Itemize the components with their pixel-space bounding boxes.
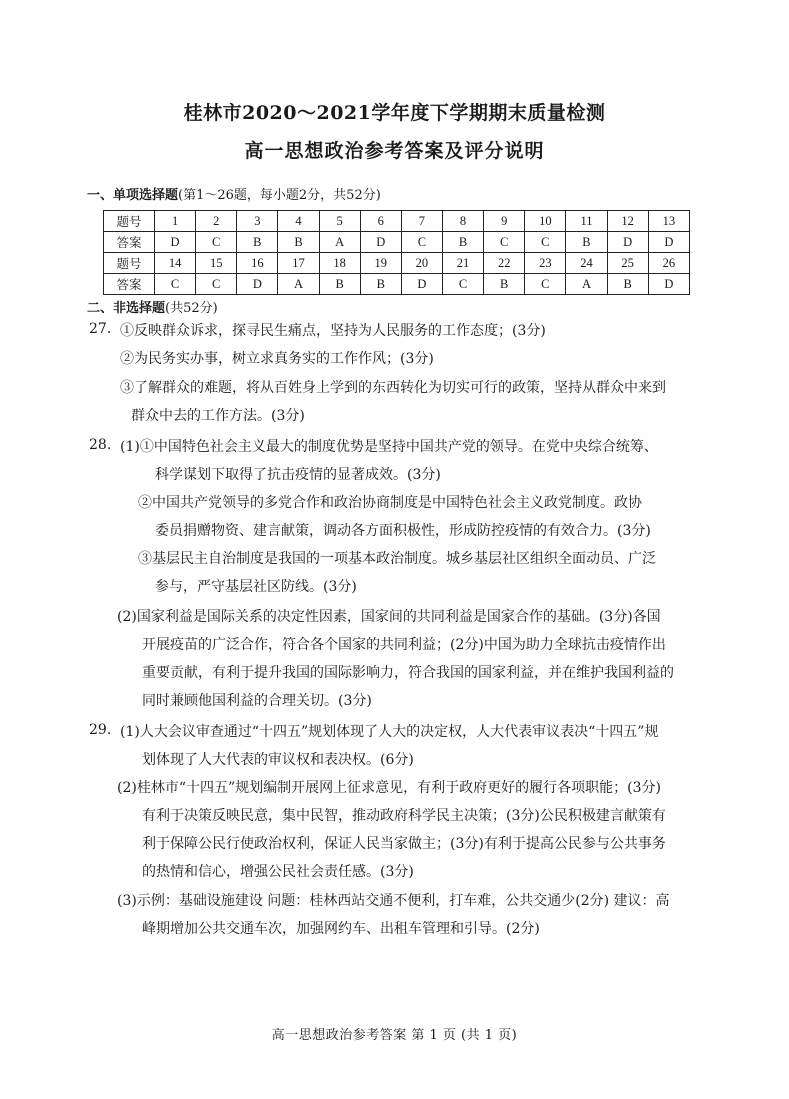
table-row-answers xyxy=(104,232,690,253)
question-number-cell: 17 xyxy=(278,253,319,274)
q29-line: (2)桂林市“十四五”规划编制开展网上征求意见，有利于政府更好的履行各项职能；(3分) xyxy=(117,780,661,796)
answer-cell: B xyxy=(442,232,483,253)
answer-cell: D xyxy=(648,232,689,253)
question-number-cell: 5 xyxy=(319,211,360,232)
q28-number: 28. xyxy=(89,437,112,453)
q28-line: (1)①中国特色社会主义最大的制度优势是坚持中国共产党的领导。在党中央综合统筹、 xyxy=(120,439,658,455)
q29-line: (3)示例：基础设施建设 问题：桂林西站交通不便利，打车难，公共交通少(2分) 建议：高 xyxy=(117,893,670,909)
question-number-cell: 8 xyxy=(442,211,483,232)
question-number-cell: 4 xyxy=(278,211,319,232)
answer-cell: A xyxy=(278,274,319,295)
question-number-cell: 21 xyxy=(442,253,483,274)
answer-cell: D xyxy=(648,274,689,295)
answer-cell: C xyxy=(196,274,237,295)
question-number-cell: 6 xyxy=(360,211,401,232)
q29-line: (1)人大会议审查通过“十四五”规划体现了人大的决定权，人大代表审议表决“十四五”规 xyxy=(120,724,659,740)
q28-line: 开展疫苗的广泛合作，符合各个国家的共同利益；(2分)中国为助力全球抗击疫情作出 xyxy=(142,637,666,653)
section2-heading xyxy=(87,297,218,316)
answer-cell: B xyxy=(607,274,648,295)
question-number-cell: 18 xyxy=(319,253,360,274)
answer-cell: C xyxy=(155,274,196,295)
page-title: 桂林市2020～2021学年度下学期期末质量检测 xyxy=(183,102,606,124)
q27-number: 27. xyxy=(89,321,112,337)
question-number-cell: 20 xyxy=(401,253,442,274)
q28-line: (2)国家利益是国际关系的决定性因素，国家间的共同利益是国家合作的基础。(3分)各国 xyxy=(117,609,661,625)
question-number-cell: 9 xyxy=(484,211,525,232)
answer-cell: C xyxy=(401,232,442,253)
q27-item-2: ②为民务实办事，树立求真务实的工作作风；(3分) xyxy=(120,351,434,367)
q29-line: 划体现了人大代表的审议权和表决权。(6分) xyxy=(142,752,414,768)
question-number-cell: 25 xyxy=(607,253,648,274)
answer-cell: B xyxy=(360,274,401,295)
table-row-label: 题号 xyxy=(104,211,155,232)
answer-cell: A xyxy=(319,232,360,253)
answer-cell: C xyxy=(525,232,566,253)
question-number-cell: 13 xyxy=(648,211,689,232)
question-number-cell: 1 xyxy=(155,211,196,232)
answer-cell: C xyxy=(196,232,237,253)
q28-line: 参与，严守基层社区防线。(3分) xyxy=(155,579,357,595)
table-row-label: 题号 xyxy=(104,253,155,274)
answer-cell: C xyxy=(484,232,525,253)
question-number-cell: 22 xyxy=(484,253,525,274)
answer-cell: B xyxy=(319,274,360,295)
q28-line: 科学谋划下取得了抗击疫情的显著成效。(3分) xyxy=(155,467,441,483)
q27-item-3: ③了解群众的难题，将从百姓身上学到的东西转化为切实可行的政策，坚持从群众中来到 xyxy=(120,380,666,396)
question-number-cell: 24 xyxy=(566,253,607,274)
answer-cell: B xyxy=(278,232,319,253)
question-number-cell: 2 xyxy=(196,211,237,232)
question-number-cell: 12 xyxy=(607,211,648,232)
answer-cell: B xyxy=(566,232,607,253)
question-number-cell: 3 xyxy=(237,211,278,232)
answer-cell: B xyxy=(237,232,278,253)
q28-line: ③基层民主自治制度是我国的一项基本政治制度。城乡基层社区组织全面动员、广泛 xyxy=(138,551,656,567)
q27-item-3-cont: 群众中去的工作方法。(3分) xyxy=(131,408,305,424)
question-number-cell: 26 xyxy=(648,253,689,274)
table-row-question-numbers xyxy=(104,211,690,232)
page-subtitle: 高一思想政治参考答案及评分说明 xyxy=(244,140,545,162)
q29-line: 有利于决策反映民意，集中民智，推动政府科学民主决策；(3分)公民积极建言献策有 xyxy=(142,808,666,824)
table-row-label: 答案 xyxy=(104,274,155,295)
q29-line: 利于保障公民行使政治权利，保证人民当家做主；(3分)有利于提高公民参与公共事务 xyxy=(142,836,666,852)
answer-cell: D xyxy=(360,232,401,253)
question-number-cell: 19 xyxy=(360,253,401,274)
section1-heading xyxy=(87,184,381,203)
q28-line: 同时兼顾他国利益的合理关切。(3分) xyxy=(142,693,372,709)
question-number-cell: 11 xyxy=(566,211,607,232)
table-row-answers xyxy=(104,274,690,295)
section2-title: 二、非选择题 xyxy=(87,301,166,316)
answer-cell: C xyxy=(442,274,483,295)
question-number-cell: 7 xyxy=(401,211,442,232)
question-number-cell: 16 xyxy=(237,253,278,274)
answer-cell: D xyxy=(237,274,278,295)
q28-line: 重要贡献，有利于提升我国的国际影响力，符合我国的国家利益，并在维护我国利益的 xyxy=(142,665,674,681)
table-row-question-numbers xyxy=(104,253,690,274)
q29-line: 的热情和信心，增强公民社会责任感。(3分) xyxy=(142,864,414,880)
page-footer: 高一思想政治参考答案 第 1 页 (共 1 页) xyxy=(271,1028,518,1043)
q28-line: 委员捐赠物资、建言献策，调动各方面积极性，形成防控疫情的有效合力。(3分) xyxy=(155,523,651,539)
question-number-cell: 10 xyxy=(525,211,566,232)
answer-table xyxy=(103,210,690,295)
answer-cell: A xyxy=(566,274,607,295)
q29-line: 峰期增加公共交通车次，加强网约车、出租车管理和引导。(2分) xyxy=(142,921,540,937)
answer-cell: D xyxy=(607,232,648,253)
section2-note: (共52分) xyxy=(165,301,218,316)
table-row-label: 答案 xyxy=(104,232,155,253)
question-number-cell: 15 xyxy=(196,253,237,274)
section1-title: 一、单项选择题 xyxy=(87,188,179,203)
answer-cell: D xyxy=(155,232,196,253)
q28-line: ②中国共产党领导的多党合作和政治协商制度是中国特色社会主义政党制度。政协 xyxy=(138,495,642,511)
question-number-cell: 23 xyxy=(525,253,566,274)
section1-note: (第1～26题，每小题2分，共52分) xyxy=(178,188,381,203)
question-number-cell: 14 xyxy=(155,253,196,274)
q29-number: 29. xyxy=(89,722,112,738)
answer-cell: D xyxy=(401,274,442,295)
answer-cell: C xyxy=(525,274,566,295)
q27-item-1: ①反映群众诉求，探寻民生痛点，坚持为人民服务的工作态度；(3分) xyxy=(120,323,546,339)
answer-cell: B xyxy=(484,274,525,295)
